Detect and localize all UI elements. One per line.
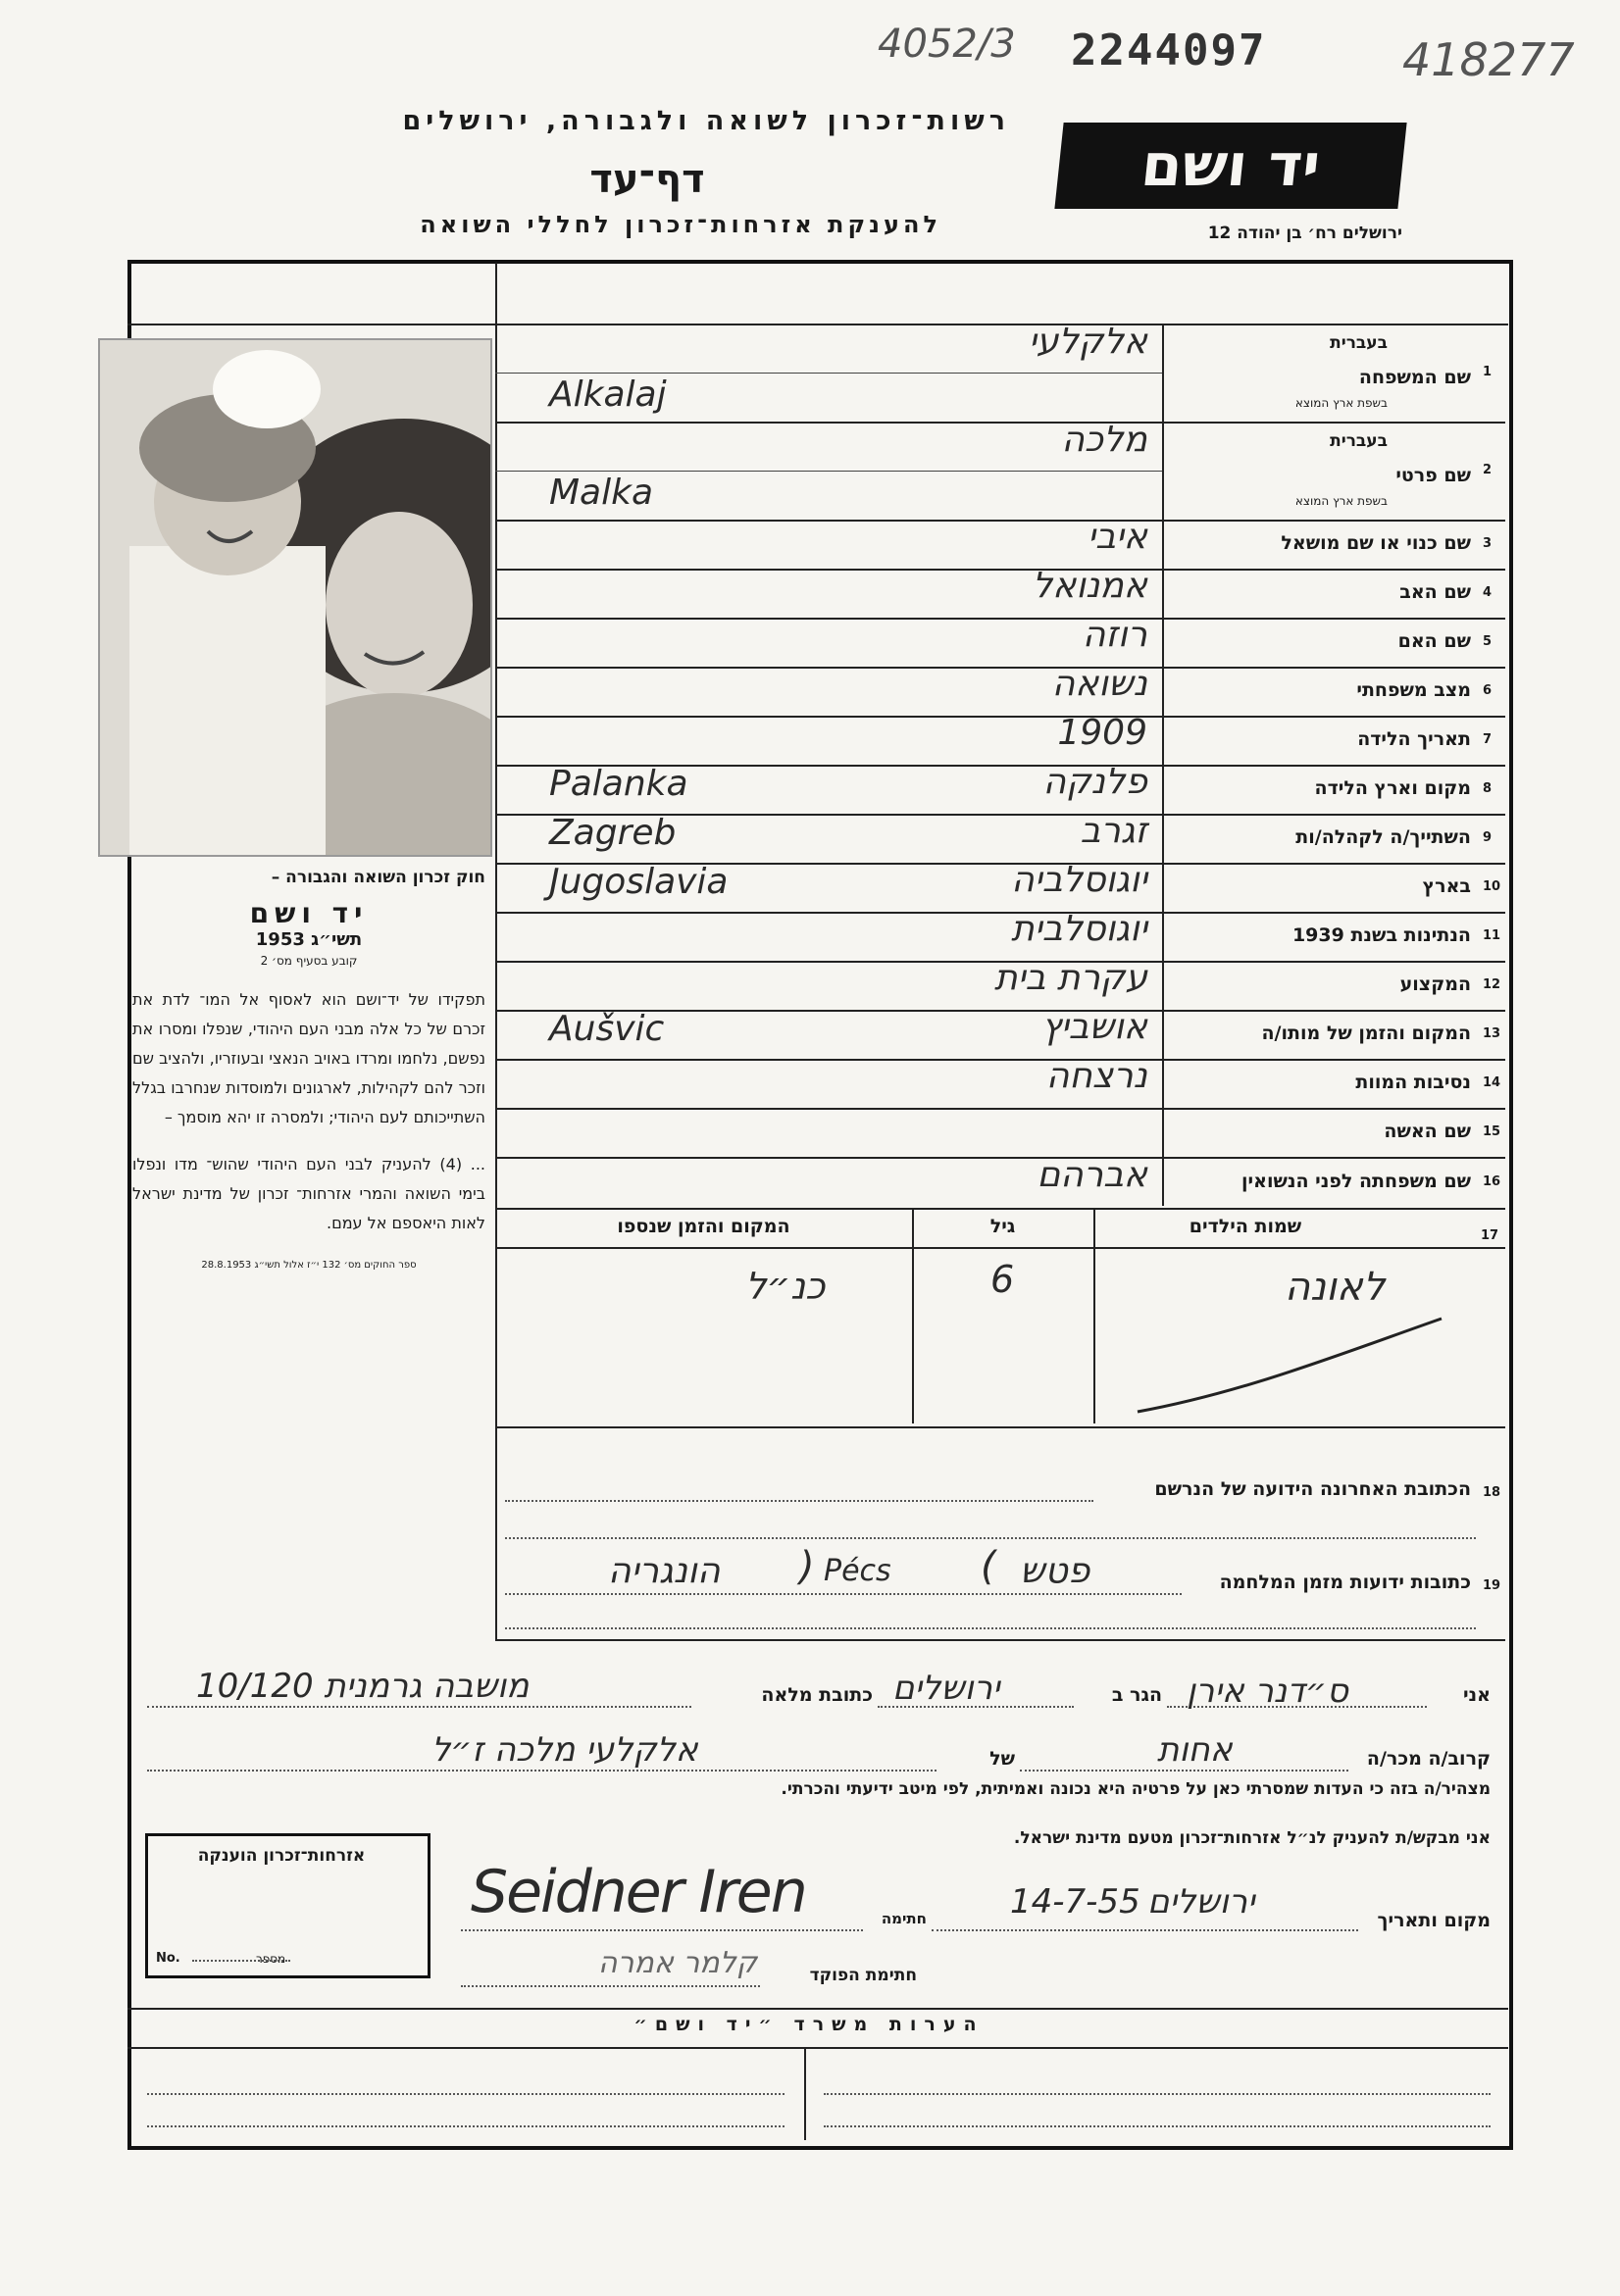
address-18-label: הכתובת האחרונה הידועה של הנרשם [1154,1478,1471,1500]
field-label-3: שם כנוי או שם מושאל [1281,532,1471,554]
field-number-6: 6 [1483,683,1493,698]
field-number-17: 17 [1481,1228,1499,1243]
field-label-8: מקום וארץ הלידה [1314,777,1471,799]
field-value-hebrew-10: יוגוסלביה [1011,860,1147,900]
field-label-6: מצב משפחתי [1356,679,1471,701]
paren-close: ) [799,1544,815,1589]
yad-vashem-logo [1054,123,1406,209]
declarant-lives-in-label: הגר ב [1111,1684,1162,1706]
field-value-hebrew-12: עקרת בית [993,958,1147,998]
field-number-7: 7 [1483,732,1493,747]
field-sub-2: בשפת ארץ המוצא [1294,494,1388,508]
field-label-10: בארץ [1422,875,1471,897]
child-age: 6 [990,1258,1015,1301]
child-strike-line [1128,1314,1451,1422]
address-19-city: פטש [1020,1551,1090,1591]
field-value-hebrew-4: אמנואל [1032,566,1147,606]
field-label-13: המקום והזמן של מותו/ה [1261,1023,1471,1044]
law-title: חוק זכרון השואה והגבורה – [271,868,485,887]
law-source: ספר החוקים מס׳ 132 י״ז אלול תשי״ג 28.8.1953 [201,1260,417,1271]
field-value-hebrew-2: מלכה [1061,420,1147,460]
law-box [132,868,485,1271]
form-title: דף־עד [589,157,705,202]
field-number-19: 19 [1483,1578,1501,1593]
address-19-city-latin: Pécs [824,1554,891,1588]
field-number-5: 5 [1483,634,1493,649]
field-value-latin-8: Palanka [549,764,688,804]
declarant-ani: אני [1462,1684,1491,1706]
of-label: של [989,1748,1015,1770]
place-date-label: מקום ותאריך [1377,1910,1491,1931]
authority-line: רשות־זכרון לשואה ולגבורה, ירושלים [402,106,1010,136]
field-value-hebrew-6: נשואה [1051,664,1147,704]
field-value-latin-2: Malka [549,473,654,513]
field-sub-1: בשפת ארץ המוצא [1294,396,1388,410]
field-value-hebrew-11: יוגוסלבית [1011,909,1147,949]
full-address: מושבה גרמנית 10/120 [196,1667,530,1706]
paren-open: ( [981,1544,996,1589]
field-tag-1: בעברית [1330,333,1388,353]
field-value-hebrew-13: אושביץ [1041,1007,1147,1047]
logo-text: יד ושם [1138,131,1324,200]
field-number-4: 4 [1483,585,1493,600]
field-value-latin-13: Aušvic [549,1009,665,1049]
declarant-lives-in: ירושלים [892,1669,1000,1708]
header-address: ירושלים רח׳ בן יהודה 12 [1207,224,1402,243]
field-value-latin-10: Jugoslavia [549,862,729,902]
field-value-latin-9: Zagreb [549,813,677,853]
address-19-label: כתובות ידועות מזמן המלחמה [1219,1572,1471,1593]
field-value-hebrew-7: 1909 [1057,713,1147,753]
field-number-3: 3 [1483,536,1493,551]
law-clause: קובע בסעיף מס׳ 2 [260,954,358,968]
field-value-hebrew-16: אברהם [1037,1155,1147,1195]
field-tag-2: בעברית [1330,431,1388,451]
field-number-10: 10 [1483,879,1501,894]
officer-signature: קלמר אמרה [598,1946,758,1980]
statement-2: אני מבקש/ת להעניק לנ״ל אזרחות־זכרון מטעם מדינת ישראל. [1013,1828,1491,1848]
field-number-2: 2 [1483,463,1493,477]
office-notes-title: הערות משרד ״יד ושם״ [633,2014,985,2035]
field-number-15: 15 [1483,1124,1501,1139]
field-label-7: תאריך הלידה [1357,728,1471,750]
archive-number-middle: 2244097 [1071,25,1267,75]
field-label-15: שם האשה [1384,1121,1471,1142]
signature-label: חתימה [881,1910,927,1927]
date: 14-7-55 [1010,1882,1140,1922]
field-label-14: נסיבות המוות [1355,1072,1471,1093]
relation-label: קרוב/ה מכר/ה [1366,1748,1491,1770]
field-number-11: 11 [1483,928,1501,943]
archive-number-left: 4052/3 [878,22,1016,67]
children-age-header: גיל [989,1216,1016,1237]
children-names-header: שמות הילדים [1189,1216,1302,1237]
field-label-12: המקצוע [1399,973,1471,995]
officer-label: חתימת הפוקד [809,1966,917,1985]
field-number-9: 9 [1483,830,1493,845]
field-number-12: 12 [1483,977,1501,992]
field-value-hebrew-5: רוזה [1082,615,1147,655]
field-number-18: 18 [1483,1485,1501,1500]
archive-number-right: 418277 [1402,33,1575,86]
place: ירושלים [1147,1882,1255,1922]
relation: אחות [1157,1730,1233,1770]
field-label-9: השתייך/ה לקהלה/ות [1295,826,1471,848]
signature: Seidner Iren [471,1858,806,1926]
statement-1: מצהיר/ה בזה כי העדות שמסרתי כאן על פרטיה היא נכונה ואמיתית, לפי מיטב ידיעתי והכרתי. [781,1779,1491,1799]
field-number-14: 14 [1483,1075,1501,1090]
law-year: תשי״ג 1953 [255,929,363,950]
law-para-1: תפקידו של יד־ושם הוא לאסוף אל המו־ לדת את זכרם של כל אלה מבני העם היהודי, שנפלו ומסרו את נפשם, נלחמו ומרדו באויב הנאצי ובעוזריו, ולהציב שם וזכר להם לקהילות, לארגונים ולמוסדות שנחרבו בגלל השתייכותם לעם היהודי; ולמסרה זו יהא מוסמך – [132,990,485,1126]
citizenship-box [145,1833,430,1978]
field-label-2: שם פרטי [1395,465,1471,486]
of-name: אלקלעי מלכה ז״ל [431,1730,698,1770]
field-value-hebrew-3: איבי [1088,517,1147,557]
citizenship-box-title: אזרחות־זכרון הוענקה [197,1846,366,1866]
child-place: כנ״ל [745,1265,826,1308]
photo-image [100,340,490,855]
field-label-5: שם האם [1397,630,1471,652]
address-19-country: הונגריה [608,1551,721,1591]
field-number-13: 13 [1483,1026,1501,1041]
field-value-hebrew-14: נרצחה [1045,1056,1147,1096]
field-number-1: 1 [1483,365,1493,379]
declarant-name: ס״דנר אירן [1187,1672,1348,1711]
citizenship-number-label: מספר [256,1952,286,1966]
field-value-latin-1: Alkalaj [549,374,667,415]
field-label-4: שם האב [1399,581,1471,603]
photo [98,338,492,857]
field-number-8: 8 [1483,781,1493,796]
citizenship-no-label: No. [156,1951,180,1966]
field-value-hebrew-9: זגרב [1080,811,1147,851]
children-place-header: המקום והזמן שנספו [617,1216,790,1237]
field-number-16: 16 [1483,1174,1501,1189]
field-value-hebrew-8: פלנקה [1042,762,1147,802]
field-label-11: הנתינות בשנת 1939 [1291,924,1471,946]
field-value-hebrew-1: אלקלעי [1028,322,1147,362]
child-name: לאונה [1285,1265,1386,1310]
law-para-2: ... (4) להעניק לבני העם היהודי שהוש־ מדו ונפלו בימי השואה והמרי אזרחות־ זכרון של מדינת ישראל לאות היאספם אל עמם. [132,1155,485,1232]
field-label-16: שם משפחתה לפני הנשואין [1241,1171,1471,1192]
field-label-1: שם המשפחה [1358,367,1471,388]
law-name: יד ושם [249,897,369,929]
full-address-label: כתובת מלאה [761,1684,873,1706]
form-purpose: להענקת אזרחות־זכרון לחללי השואה [420,211,941,238]
